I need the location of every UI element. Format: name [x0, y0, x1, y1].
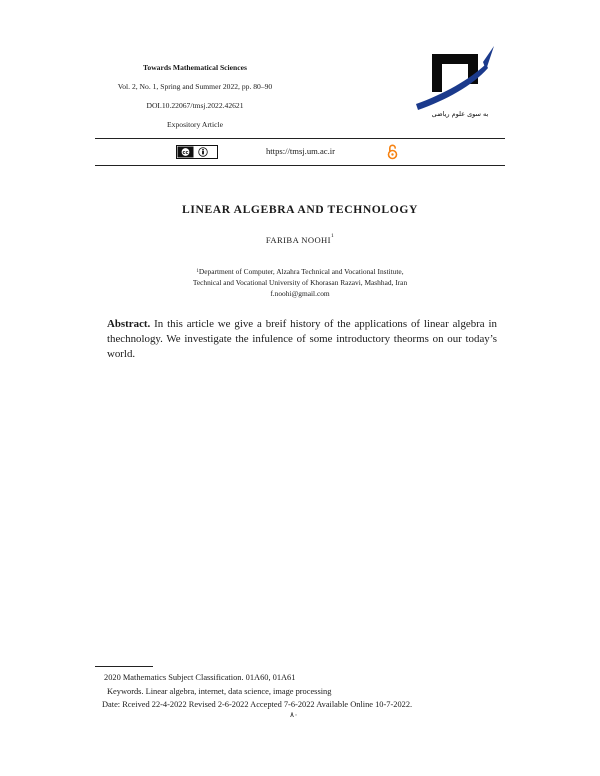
page-number: ۸۰: [290, 710, 298, 719]
affiliation-line-1: Department of Computer, Alzahra Technical and Vocational Institute,: [198, 267, 404, 276]
footnote-rule: [95, 666, 153, 667]
keywords: Keywords. Linear algebra, internet, data science, image processing: [107, 686, 332, 696]
header-rule-bottom: [95, 165, 505, 166]
cc-label: cc: [182, 150, 189, 156]
cc-license-badge[interactable]: [176, 145, 218, 159]
footnotes: [104, 671, 524, 712]
author-line: [95, 235, 505, 245]
abstract-text: In this article we give a breif history of the applications of linear algebra in thechnology. We investigate the infulence of some introductory theorms on our today’s world.: [107, 318, 497, 360]
abstract: [107, 317, 497, 362]
journal-info-block: [95, 58, 295, 134]
affiliation-mark: 1: [196, 269, 199, 274]
open-access-icon: [387, 143, 398, 160]
journal-url-link[interactable]: https://tmsj.um.ac.ir: [266, 146, 335, 156]
journal-logo: [414, 44, 496, 120]
paper-title: LINEAR ALGEBRA AND TECHNOLOGY: [182, 203, 418, 216]
logo-text: به سوی علوم ریاضی: [431, 110, 489, 118]
msc-classification: 2020 Mathematics Subject Classification. 01A60, 01A61: [104, 673, 296, 682]
publication-dates: Date: Rceived 22-4-2022 Revised 2-6-2022 Accepted 7-6-2022 Available Online 10-7-2022.: [102, 700, 413, 709]
doi: DOI.10.22067/tmsj.2022.42621: [146, 101, 244, 110]
author-mark: 1: [330, 233, 335, 239]
article-type: Expository Article: [167, 120, 223, 129]
author-name: FARIBA NOOHI: [265, 235, 331, 245]
affiliation: [95, 266, 505, 299]
author-email[interactable]: f.noohi@gmail.com: [270, 289, 330, 298]
abstract-label: Abstract.: [107, 318, 151, 330]
volume-info: Vol. 2, No. 1, Spring and Summer 2022, pp. 80–90: [117, 82, 273, 91]
header-rule-top: [95, 138, 505, 139]
journal-name: Towards Mathematical Sciences: [143, 63, 247, 72]
affiliation-line-2: Technical and Vocational University of Khorasan Razavi, Mashhad, Iran: [192, 278, 408, 287]
